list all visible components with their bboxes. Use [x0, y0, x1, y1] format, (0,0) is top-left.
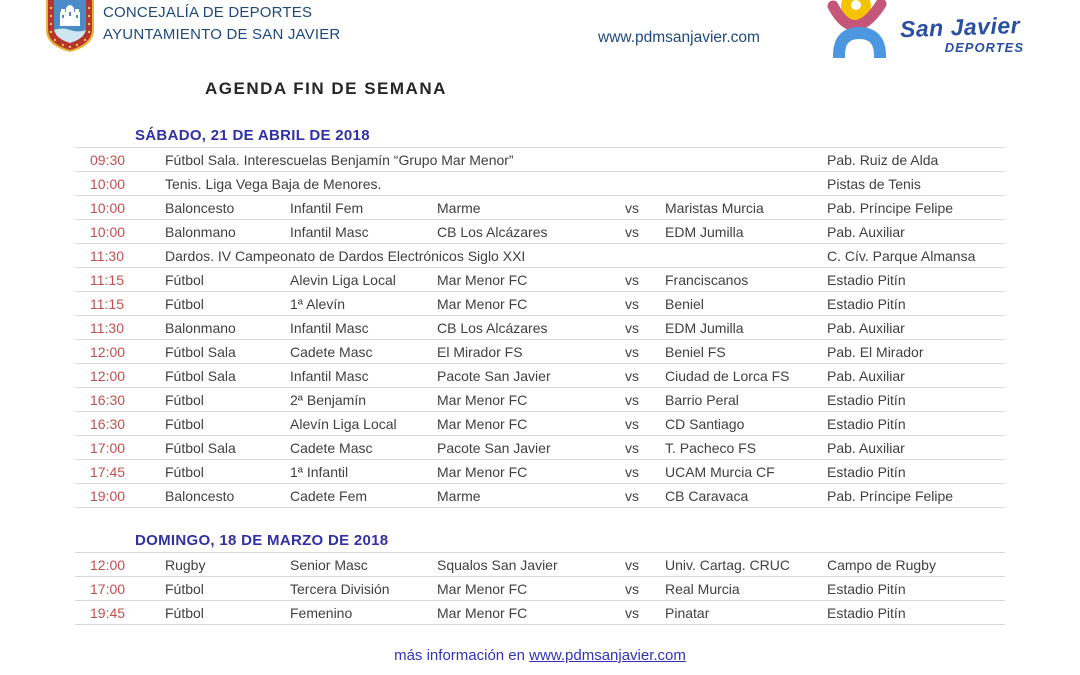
logo-sub-text: DEPORTES	[944, 40, 1024, 55]
vs-label: vs	[625, 439, 639, 456]
event-venue: C. Cív. Parque Almansa	[827, 247, 976, 264]
event-home-team: Mar Menor FC	[437, 604, 528, 621]
vs-label: vs	[625, 604, 639, 621]
event-venue: Pab. Príncipe Felipe	[827, 199, 954, 216]
event-away-team: Real Murcia	[665, 580, 740, 597]
event-category: Infantil Masc	[290, 367, 369, 384]
table-row	[75, 483, 1005, 507]
event-sport: Fútbol	[165, 295, 204, 312]
event-home-team: Squalos San Javier	[437, 556, 558, 573]
event-sport: Fútbol Sala	[165, 367, 236, 384]
event-category: Alevin Liga Local	[290, 271, 396, 288]
event-time: 17:00	[90, 439, 126, 456]
event-category: Infantil Masc	[290, 223, 369, 240]
vs-label: vs	[625, 556, 639, 573]
table-row	[75, 600, 1005, 624]
event-sport: Fútbol	[165, 391, 204, 408]
event-away-team: CD Santiago	[665, 415, 745, 432]
event-category: Cadete Masc	[290, 439, 373, 456]
event-home-team: Pacote San Javier	[437, 439, 551, 456]
table-row	[75, 315, 1005, 339]
event-category: Infantil Masc	[290, 319, 369, 336]
table-row	[75, 435, 1005, 459]
vs-label: vs	[625, 367, 639, 384]
section-heading: SÁBADO, 21 DE ABRIL DE 2018	[135, 127, 370, 144]
event-category: 2ª Benjamín	[290, 391, 367, 408]
event-category: Femenino	[290, 604, 353, 621]
event-away-team: Univ. Cartag. CRUC	[665, 556, 790, 573]
event-home-team: El Mirador FS	[437, 343, 523, 360]
event-home-team: Mar Menor FC	[437, 391, 528, 408]
event-category: Senior Masc	[290, 556, 368, 573]
event-time: 12:00	[90, 343, 126, 360]
event-venue: Pistas de Tenis	[827, 175, 921, 192]
event-time: 11:15	[90, 271, 124, 288]
section-rows	[75, 147, 1005, 508]
san-javier-coat-of-arms-icon	[45, 0, 95, 53]
agenda-sections	[75, 124, 1005, 625]
event-category: 1ª Alevín	[290, 295, 345, 312]
event-sport: Balonmano	[165, 319, 236, 336]
event-away-team: Barrio Peral	[665, 391, 739, 408]
vs-label: vs	[625, 487, 639, 504]
event-venue: Estadio Pitín	[827, 271, 906, 288]
event-time: 11:30	[90, 319, 124, 336]
table-row	[75, 459, 1005, 483]
vs-label: vs	[625, 343, 639, 360]
event-away-team: EDM Jumilla	[665, 223, 744, 240]
event-away-team: Pinatar	[665, 604, 710, 621]
event-venue: Estadio Pitín	[827, 580, 906, 597]
footer-info	[0, 647, 1080, 664]
page-title: AGENDA FIN DE SEMANA	[205, 79, 447, 98]
event-category: Cadete Masc	[290, 343, 373, 360]
table-row	[75, 411, 1005, 435]
agenda-section	[75, 124, 1005, 508]
event-sport: Fútbol	[165, 463, 204, 480]
vs-label: vs	[625, 199, 639, 216]
event-category: Infantil Fem	[290, 199, 364, 216]
event-away-team: UCAM Murcia CF	[665, 463, 775, 480]
table-row	[75, 552, 1005, 576]
org-line-2: AYUNTAMIENTO DE SAN JAVIER	[103, 26, 341, 43]
event-home-team: Mar Menor FC	[437, 415, 528, 432]
org-line-1: CONCEJALÍA DE DEPORTES	[103, 4, 313, 21]
event-venue: Estadio Pitín	[827, 391, 906, 408]
event-venue: Pab. Ruiz de Alda	[827, 151, 939, 168]
event-time: 19:45	[90, 604, 126, 621]
event-venue: Estadio Pitín	[827, 295, 906, 312]
event-time: 19:00	[90, 487, 126, 504]
event-home-team: Pacote San Javier	[437, 367, 551, 384]
event-venue: Estadio Pitín	[827, 604, 906, 621]
table-row	[75, 195, 1005, 219]
event-venue: Estadio Pitín	[827, 463, 906, 480]
event-time: 09:30	[90, 151, 126, 168]
event-category: Cadete Fem	[290, 487, 368, 504]
event-sport: Rugby	[165, 556, 206, 573]
event-time: 10:00	[90, 199, 126, 216]
event-home-team: Marme	[437, 199, 481, 216]
event-away-team: Beniel	[665, 295, 704, 312]
logo-brand-text: San Javier	[899, 12, 1021, 43]
event-away-team: Franciscanos	[665, 271, 749, 288]
table-row	[75, 387, 1005, 411]
event-home-team: CB Los Alcázares	[437, 223, 548, 240]
table-row	[75, 363, 1005, 387]
section-rows	[75, 552, 1005, 625]
event-sport: Fútbol	[165, 580, 204, 597]
event-sport: Fútbol	[165, 604, 204, 621]
event-home-team: Marme	[437, 487, 481, 504]
event-time: 11:15	[90, 295, 124, 312]
vs-label: vs	[625, 223, 639, 240]
website-link-footer[interactable]: www.pdmsanjavier.com	[529, 647, 686, 664]
table-row	[75, 219, 1005, 243]
vs-label: vs	[625, 295, 639, 312]
event-time: 12:00	[90, 556, 126, 573]
runner-figure-icon	[826, 0, 896, 58]
event-away-team: T. Pacheco FS	[665, 439, 757, 456]
san-javier-deportes-logo	[826, 0, 1026, 58]
event-sport: Fútbol Sala	[165, 439, 236, 456]
event-description: Fútbol Sala. Interescuelas Benjamín “Grupo Mar Menor”	[165, 151, 514, 168]
event-time: 11:30	[90, 247, 124, 264]
table-row	[75, 267, 1005, 291]
vs-label: vs	[625, 415, 639, 432]
table-row	[75, 291, 1005, 315]
section-heading: DOMINGO, 18 DE MARZO DE 2018	[135, 532, 389, 549]
event-home-team: Mar Menor FC	[437, 295, 528, 312]
event-home-team: Mar Menor FC	[437, 271, 528, 288]
event-away-team: CB Caravaca	[665, 487, 749, 504]
organization-name	[103, 2, 340, 46]
event-away-team: Maristas Murcia	[665, 199, 764, 216]
event-home-team: Mar Menor FC	[437, 580, 528, 597]
event-category: Tercera División	[290, 580, 390, 597]
event-description: Tenis. Liga Vega Baja de Menores.	[165, 175, 382, 192]
event-time: 12:00	[90, 367, 126, 384]
event-time: 10:00	[90, 175, 126, 192]
event-venue: Pab. Auxiliar	[827, 223, 905, 240]
event-away-team: Beniel FS	[665, 343, 726, 360]
event-home-team: CB Los Alcázares	[437, 319, 548, 336]
event-time: 16:30	[90, 415, 126, 432]
event-sport: Baloncesto	[165, 199, 235, 216]
event-time: 10:00	[90, 223, 126, 240]
event-venue: Pab. El Mirador	[827, 343, 924, 360]
event-category: Alevín Liga Local	[290, 415, 397, 432]
table-row	[75, 147, 1005, 171]
event-sport: Balonmano	[165, 223, 236, 240]
footer-text: más información en	[394, 647, 525, 664]
event-sport: Fútbol	[165, 271, 204, 288]
vs-label: vs	[625, 319, 639, 336]
event-time: 16:30	[90, 391, 126, 408]
event-venue: Pab. Auxiliar	[827, 319, 905, 336]
event-sport: Fútbol Sala	[165, 343, 236, 360]
vs-label: vs	[625, 580, 639, 597]
event-venue: Pab. Auxiliar	[827, 367, 905, 384]
event-home-team: Mar Menor FC	[437, 463, 528, 480]
event-away-team: Ciudad de Lorca FS	[665, 367, 790, 384]
event-sport: Baloncesto	[165, 487, 235, 504]
event-venue: Pab. Príncipe Felipe	[827, 487, 954, 504]
event-time: 17:00	[90, 580, 126, 597]
vs-label: vs	[625, 463, 639, 480]
website-link-top[interactable]: www.pdmsanjavier.com	[598, 29, 760, 46]
event-venue: Pab. Auxiliar	[827, 439, 905, 456]
table-row	[75, 243, 1005, 267]
event-sport: Fútbol	[165, 415, 204, 432]
table-row	[75, 171, 1005, 195]
event-time: 17:45	[90, 463, 126, 480]
table-row	[75, 339, 1005, 363]
event-category: 1ª Infantil	[290, 463, 349, 480]
agenda-section	[75, 529, 1005, 625]
event-venue: Estadio Pitín	[827, 415, 906, 432]
event-description: Dardos. IV Campeonato de Dardos Electrónicos Siglo XXI	[165, 247, 526, 264]
vs-label: vs	[625, 271, 639, 288]
event-venue: Campo de Rugby	[827, 556, 936, 573]
event-away-team: EDM Jumilla	[665, 319, 744, 336]
vs-label: vs	[625, 391, 639, 408]
table-row	[75, 576, 1005, 600]
